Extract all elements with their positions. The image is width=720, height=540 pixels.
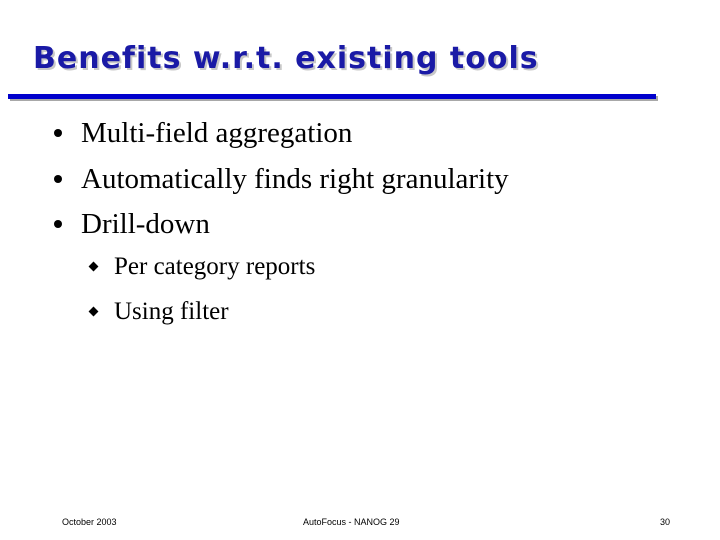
circle-bullet-icon bbox=[54, 220, 62, 228]
bullet-text: Drill-down bbox=[81, 208, 210, 240]
sub-bullet-text: Per category reports bbox=[114, 253, 316, 280]
sub-bullet-text: Using filter bbox=[114, 298, 229, 325]
circle-bullet-icon bbox=[54, 129, 62, 137]
diamond-bullet-icon bbox=[89, 307, 99, 317]
footer-page-number: 30 bbox=[659, 517, 670, 527]
diamond-bullet-icon bbox=[89, 262, 99, 272]
footer-date: October 2003 bbox=[62, 517, 117, 527]
bullet-text: Automatically finds right granularity bbox=[81, 163, 509, 195]
footer-presentation-name: AutoFocus - NANOG 29 bbox=[303, 517, 400, 527]
title-underline-rule bbox=[8, 94, 656, 99]
slide-title: Benefits w.r.t. existing tools bbox=[33, 41, 539, 76]
circle-bullet-icon bbox=[54, 175, 62, 183]
bullet-text: Multi-field aggregation bbox=[81, 117, 353, 149]
